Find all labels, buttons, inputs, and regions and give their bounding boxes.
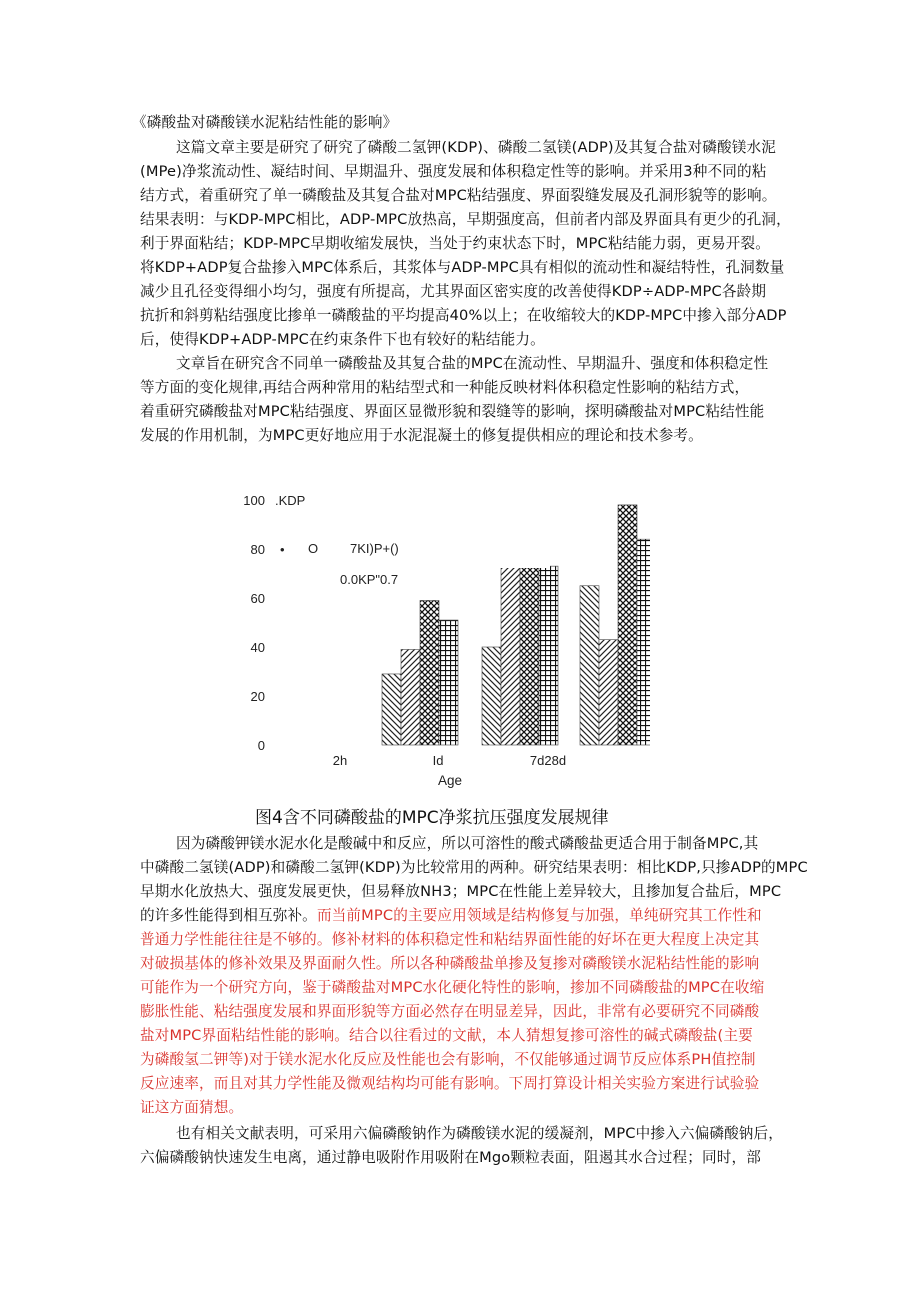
paragraph-line-red: 盐对MPC界面粘结性能的影响。结合以往看过的文献，本人猜想复掺可溶性的碱式磷酸盐(主要 (140, 1027, 753, 1044)
paragraph-line-red: 为磷酸氢二钾等)对于镁水泥水化反应及性能也会有影响，不仅能够通过调节反应体系PH值控制 (140, 1051, 756, 1068)
legend-entry-label: 7KI)P+() (350, 541, 399, 556)
x-tick-label: 7d28d (529, 753, 567, 768)
y-axis-ticks (243, 493, 265, 753)
legend-entry-label: 0.0KP"0.7 (340, 572, 399, 587)
paragraph-line: 抗折和斜剪粘结强度比掺单一磷酸盐的平均提高40%以上；在收缩较大的KDP-MPC中掺入部分ADP (140, 307, 787, 324)
paragraph-line: 结果表明：与KDP-MPC相比，ADP-MPC放热高，早期强度高，但前者内部及界面具有更少的孔洞， (140, 211, 791, 228)
y-tick-label: 40 (250, 640, 265, 655)
paragraph-line: 文章旨在研究含不同单一磷酸盐及其复合盐的MPC在流动性、早期温升、强度和体积稳定性 (176, 355, 769, 372)
bar-kdp-7d (482, 647, 501, 745)
paragraph-line: 结方式，着重研究了单一磷酸盐及其复合盐对MPC粘结强度、界面裂缝发展及孔洞形貌等的影响。 (140, 187, 777, 204)
paragraph-line: 将KDP+ADP复合盐掺入MPC体系后，其浆体与ADP-MPC具有相似的流动性和凝结特性，孔洞数量 (140, 259, 785, 276)
paragraph-line-mixed (140, 904, 762, 928)
bar-0-3kdp-0-7adp-7d (539, 566, 558, 745)
image-occlusion (500, 508, 550, 568)
paragraph-line-red: 膨胀性能、粘结强度发展和界面形貌等方面必然存在明显差异，因此，非常有必要研究不同磷酸 (140, 1003, 760, 1020)
paragraph-line: 利于界面粘结；KDP-MPC早期收缩发展快，当处于约束状态下时，MPC粘结能力弱，更易开裂。 (140, 235, 770, 252)
paragraph-line-red: 普通力学性能往往是不够的。修补材料的体积稳定性和粘结界面性能的好坏在更大程度上决定其 (140, 931, 760, 948)
paragraph-line: 因为磷酸钾镁水泥水化是酸碱中和反应，所以可溶性的酸式磷酸盐更适合用于制备MPC,其 (176, 835, 759, 852)
y-tick-label: 80 (250, 542, 265, 557)
paragraph-text-black: 的许多性能得到相互弥补。 (140, 907, 317, 924)
legend-entry-label: .KDP (275, 493, 306, 508)
legend-marker-icon: O (308, 541, 319, 556)
y-tick-label: 20 (250, 689, 265, 704)
legend-marker-icon: • (280, 542, 285, 557)
x-axis-ticks (333, 753, 566, 768)
document-title: 《磷酸盐对磷酸镁水泥粘结性能的影响》 (132, 114, 398, 131)
paragraph-line-red: 反应速率，而且对其力学性能及微观结构均可能有影响。下周打算设计相关实验方案进行试验验 (140, 1075, 760, 1092)
bar-0-3kdp-0-7adp-28d (637, 539, 650, 745)
paragraph-line: 中磷酸二氢镁(ADP)和磷酸二氢钾(KDP)为比较常用的两种。研究结果表明：相比KDP,只掺ADP的MPC (140, 859, 808, 876)
paragraph-line: 早期水化放热大、强度发展更快，但易释放NH3；MPC在性能上差异较大，且掺加复合盐后，MPC (140, 883, 782, 900)
figure-caption: 图4含不同磷酸盐的MPC净浆抗压强度发展规律 (255, 808, 609, 828)
paragraph-line: 六偏磷酸钠快速发生电离，通过静电吸附作用吸附在Mgo颗粒表面，阻遏其水合过程；同时，部 (140, 1149, 761, 1166)
paragraph-line: 也有相关文献表明，可采用六偏磷酸钠作为磷酸镁水泥的缓凝剂，MPC中掺入六偏磷酸钠后， (176, 1125, 784, 1142)
bar-adp-28d (599, 640, 618, 745)
y-tick-label: 0 (257, 738, 265, 753)
bar-kdp-28d (580, 586, 599, 745)
y-tick-label: 100 (243, 493, 265, 508)
x-tick-label: Id (432, 753, 444, 768)
bar-kdp-adp-28d (618, 505, 637, 745)
compressive-strength-chart (230, 480, 650, 790)
paragraph-line: (MPe)净浆流动性、凝结时间、早期温升、强度发展和体积稳定性等的影响。并采用3种不同的粘 (140, 163, 767, 180)
bar-0-3kdp-0-7adp-1d (439, 620, 458, 745)
bar-adp-7d (501, 551, 520, 745)
paragraph-line: 后，使得KDP+ADP-MPC在约束条件下也有较好的粘结能力。 (140, 331, 545, 348)
paragraph-text-red: 而当前MPC的主要应用领域是结构修复与加强，单纯研究其工作性和 (316, 907, 762, 924)
x-tick-label: 2h (332, 753, 348, 768)
paragraph-line: 发展的作用机制，为MPC更好地应用于水泥混凝土的修复提供相应的理论和技术参考。 (140, 427, 703, 444)
bar-adp-1d (401, 649, 420, 745)
y-tick-label: 60 (250, 591, 265, 606)
paragraph-line-red: 可能作为一个研究方向，鉴于磷酸盐对MPC水化硬化特性的影响，掺加不同磷酸盐的MPC在收缩 (140, 979, 765, 996)
paragraph-line-red: 对破损基体的修补效果及界面耐久性。所以各种磷酸盐单掺及复掺对磷酸镁水泥粘结性能的影响 (140, 955, 760, 972)
bar-kdp-1d (382, 674, 401, 745)
x-axis-label: Age (437, 773, 463, 788)
paragraph-line: 等方面的变化规律,再结合两种常用的粘结型式和一种能反映材料体积稳定性影响的粘结方式， (140, 379, 750, 396)
paragraph-line: 这篇文章主要是研究了研究了磷酸二氢钾(KDP)、磷酸二氢镁(ADP)及其复合盐对磷酸镁水泥 (176, 139, 776, 156)
paragraph-line: 减少且孔径变得细小均匀，强度有所提高，尤其界面区密实度的改善使得KDP÷ADP-MPC各龄期 (140, 283, 767, 300)
bar-kdp-adp-1d (420, 600, 439, 745)
paragraph-line: 着重研究磷酸盐对MPC粘结强度、界面区显微形貌和裂缝等的影响，探明磷酸盐对MPC粘结性能 (140, 403, 765, 420)
paragraph-line-red: 证这方面猜想。 (140, 1099, 244, 1116)
